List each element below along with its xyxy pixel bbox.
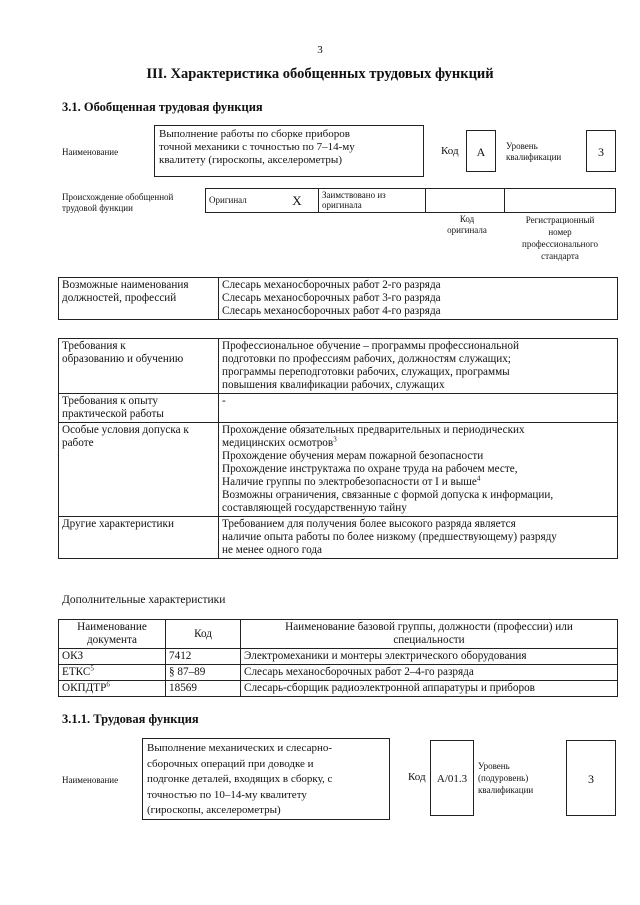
edu-line-3: программы переподготовки рабочих, служащих, программы <box>222 366 510 378</box>
positions-table <box>58 277 618 320</box>
row-doc-text: ОКПДТР <box>62 682 107 694</box>
other-label: Другие характеристики <box>59 517 219 559</box>
other-line-2: наличие опыта работы по более низкому (предшествующему) разряду <box>222 531 557 543</box>
gtf-name-line-1: Выполнение работы по сборке приборов <box>159 128 350 140</box>
exp-label-1: Требования к опыту <box>62 395 158 407</box>
additional-heading: Дополнительные характеристики <box>62 594 226 606</box>
positions-label-1: Возможные наименования <box>62 279 189 291</box>
borrowed-label-2: оригинала <box>322 200 362 210</box>
footnote-3: 3 <box>333 435 337 444</box>
footnote-5: 5 <box>90 664 94 673</box>
edu-value <box>219 339 618 394</box>
special-line-4 <box>222 476 614 489</box>
tf-code-label: Код <box>408 771 426 783</box>
col-name-header-2: специальности <box>393 634 465 646</box>
table-row <box>59 665 618 681</box>
other-line-3: не менее одного года <box>222 544 322 556</box>
position-item-2: Слесарь механосборочных работ 3-го разряда <box>222 292 441 304</box>
special-line-1b <box>222 437 614 450</box>
col-name-header-1: Наименование базовой группы, должности (профессии) или <box>285 621 573 633</box>
footnote-4: 4 <box>476 474 481 483</box>
tf-level-label-1: Уровень <box>478 761 510 771</box>
borrowed-label <box>319 189 426 213</box>
reg-number-cell <box>505 189 616 213</box>
position-item-3: Слесарь механосборочных работ 4-го разряда <box>222 305 441 317</box>
tf-code-value: А/01.3 <box>430 740 474 816</box>
gtf-name-line-3: квалитету (гироскопы, акселерометры) <box>159 154 342 166</box>
tf-name-line-3: подгонке деталей, входящих в сборку, с <box>147 773 333 785</box>
tf-name-line-4: точностью по 10–14-му квалитету <box>147 788 307 801</box>
row-name: Слесарь-сборщик радиоэлектронной аппаратуры и приборов <box>241 681 618 697</box>
gtf-name-label: Наименование <box>62 147 119 157</box>
special-label <box>59 423 219 517</box>
gtf-level-label-1: Уровень <box>506 141 538 151</box>
tf-level-label-2: (подуровень) <box>478 773 529 783</box>
gtf-origin-label-1: Происхождение обобщенной <box>62 192 174 202</box>
gtf-code-value: А <box>466 130 496 172</box>
special-line-5a: Возможны ограничения, связанные с формой допуска к информации, <box>222 489 554 501</box>
row-code: 7412 <box>166 649 241 665</box>
special-label-1: Особые условия допуска к <box>62 424 189 436</box>
reg-number-caption <box>505 214 615 262</box>
requirements-table <box>58 338 618 559</box>
gtf-level-value: 3 <box>586 130 616 172</box>
special-value <box>219 423 618 517</box>
gtf-heading: 3.1. Обобщенная трудовая функция <box>62 100 263 114</box>
table-row <box>59 681 618 697</box>
other-value <box>219 517 618 559</box>
row-doc <box>59 681 166 697</box>
tf-level-label <box>478 760 533 796</box>
edu-label-1: Требования к <box>62 340 126 352</box>
row-name: Электромеханики и монтеры электрического оборудования <box>241 649 618 665</box>
page-number: 3 <box>317 44 323 56</box>
gtf-origin-label-2: трудовой функции <box>62 203 133 213</box>
row-doc: ОКЗ <box>59 649 166 665</box>
table-row <box>59 649 618 665</box>
footnote-6: 6 <box>106 680 110 689</box>
special-line-2: Прохождение обучения мерам пожарной безопасности <box>222 450 484 462</box>
section-title: III. Характеристика обобщенных трудовых функций <box>146 66 494 82</box>
positions-label-2: должностей, профессий <box>62 292 177 304</box>
orig-code-caption-2: оригинала <box>447 225 487 235</box>
gtf-level-label-2: квалификации <box>506 152 562 162</box>
gtf-origin-label <box>62 192 173 214</box>
special-line-3: Прохождение инструктажа по охране труда на рабочем месте, <box>222 463 518 475</box>
special-line-1a: Прохождение обязательных предварительных и периодических <box>222 424 525 436</box>
tf-level-value: 3 <box>566 740 616 816</box>
col-code-header: Код <box>166 620 241 649</box>
special-line-5b: составляющей государственную тайну <box>222 502 407 514</box>
tf-heading: 3.1.1. Трудовая функция <box>62 712 199 726</box>
tf-name-line-2: сборочных операций при доводке и <box>147 757 314 770</box>
special-line-4-text: Наличие группы по электробезопасности от I и выше <box>222 476 477 488</box>
orig-code-caption-1: Код <box>459 214 475 224</box>
gtf-name-box <box>154 125 424 177</box>
special-label-2: работе <box>62 437 94 449</box>
reg-caption-2: номер <box>548 227 572 237</box>
edu-line-2: подготовки по профессиям рабочих, должностям служащих; <box>222 353 511 365</box>
reg-caption-4: стандарта <box>541 251 579 261</box>
edu-line-4: повышения квалификации рабочих, служащих <box>222 379 445 391</box>
position-item-1: Слесарь механосборочных работ 2-го разряда <box>222 279 441 291</box>
col-doc-header-2: документа <box>86 634 138 646</box>
gtf-code-label: Код <box>441 145 459 157</box>
row-doc-text: ЕТКС <box>62 666 91 678</box>
tf-name-label: Наименование <box>62 775 119 785</box>
original-label: Оригинал <box>206 189 277 213</box>
col-doc-header <box>59 620 166 649</box>
positions-label <box>59 278 219 320</box>
orig-code-caption <box>433 214 501 236</box>
exp-label <box>59 394 219 423</box>
exp-value: - <box>219 394 618 423</box>
additional-table <box>58 619 618 697</box>
tf-level-label-3: квалификации <box>478 785 534 795</box>
tf-name-line-1: Выполнение механических и слесарно- <box>147 742 333 754</box>
edu-label <box>59 339 219 394</box>
gtf-name-line-2: точной механики с точностью по 7–14-му <box>159 141 355 153</box>
orig-code-cell <box>426 189 505 213</box>
edu-line-1: Профессиональное обучение – программы профессиональной <box>222 340 519 352</box>
row-code: § 87–89 <box>166 665 241 681</box>
exp-label-2: практической работы <box>62 408 164 420</box>
original-mark: X <box>276 189 319 213</box>
edu-label-2: образованию и обучению <box>62 353 184 365</box>
special-line-1b-text: медицинских осмотров <box>222 437 334 449</box>
other-line-1: Требованием для получения более высокого разряда является <box>222 518 516 530</box>
row-name: Слесарь механосборочных работ 2–4-го разряда <box>241 665 618 681</box>
tf-name-box <box>142 738 390 820</box>
gtf-origin-table <box>205 188 616 213</box>
borrowed-label-1: Заимствовано из <box>322 190 386 200</box>
row-doc <box>59 665 166 681</box>
tf-name-line-5: (гироскопы, акселерометры) <box>147 804 281 816</box>
gtf-level-label <box>506 141 561 163</box>
positions-values <box>219 278 618 320</box>
row-code: 18569 <box>166 681 241 697</box>
reg-caption-3: профессионального <box>522 239 598 249</box>
col-name-header <box>241 620 618 649</box>
col-doc-header-1: Наименование <box>77 621 147 633</box>
reg-caption-1: Регистрационный <box>525 215 595 225</box>
